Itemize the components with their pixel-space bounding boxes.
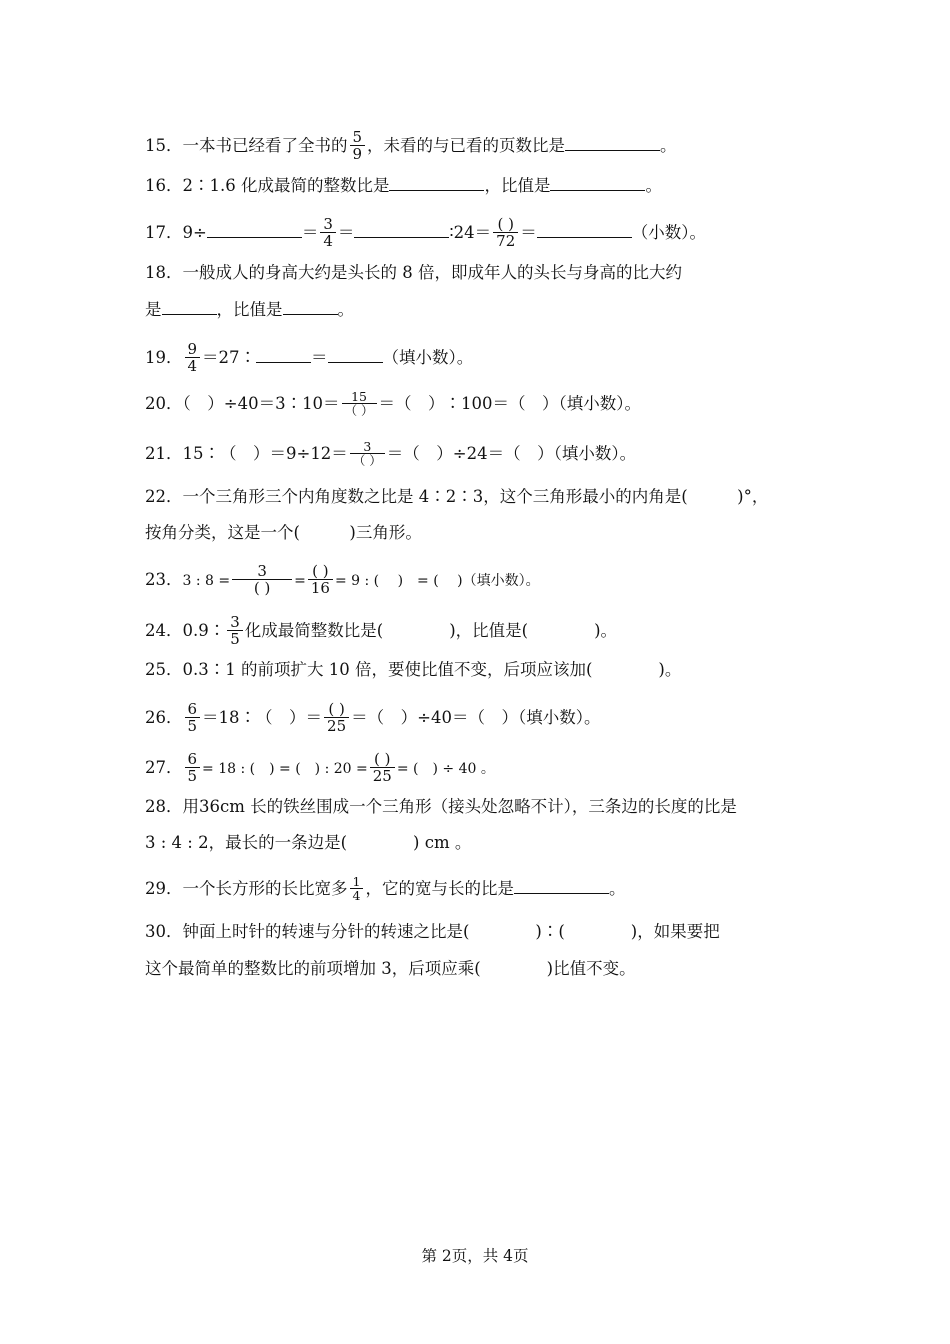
question-24: 24．0.9∶ $\frac{3}{5}$ 化成最简整数比是( )，比值是( )。 (145, 613, 618, 648)
fraction: $\frac{3}{( )}$ (232, 563, 292, 596)
answer-blank[interactable] (389, 174, 484, 191)
page-footer: 第 2页，共 4页 (421, 1247, 529, 1265)
answer-blank[interactable] (565, 134, 660, 151)
fraction: $\frac{( )}{25}$ (324, 701, 349, 734)
fraction: $\frac{15}{( )}$ (342, 390, 377, 417)
question-28-line1: 28．用36cm 长的铁丝围成一个三角形（接头处忽略不计），三条边的长度的比是 (145, 797, 737, 816)
question-26: 26． $\frac{6}{5}$ ＝18∶（ ）＝ $\frac{( )}{25}$ ＝（ ）÷40＝（ ）（填小数）。 (145, 700, 601, 735)
fraction: $\frac{5}{9}$ (350, 129, 366, 162)
question-21: 21．15∶（ ）＝9÷12＝ $\frac{3}{( )}$ ＝（ ）÷24＝（ ）（填小数）。 (145, 439, 637, 468)
question-29: 29．一个长方形的长比宽多 $\frac{1}{4}$ ，它的宽与长的比是 。 (145, 874, 626, 903)
question-16: 16．2∶1.6 化成最简的整数比是 ，比值是 。 (145, 176, 662, 195)
fraction: $\frac{1}{4}$ (350, 875, 364, 902)
question-30-line2: 这个最简单的整数比的前项增加 3，后项应乘( )比值不变。 (145, 959, 636, 978)
question-27: 27． $\frac{6}{5}$ = 18 : ( ) = ( ) : 20 = $\frac{( )}{25}$ = ( ) ÷ 40 。 (145, 750, 495, 785)
fraction: $\frac{3}{5}$ (227, 614, 243, 647)
question-30-line1: 30．钟面上时针的转速与分针的转速之比是( )∶( )，如果要把 (145, 922, 720, 941)
answer-blank[interactable] (328, 346, 383, 363)
answer-blank[interactable] (354, 221, 449, 238)
question-20: 20．（ ）÷40＝3∶10＝ $\frac{15}{( )}$ ＝（ ）∶100＝（ ）（填小数）。 (145, 389, 642, 418)
answer-blank[interactable] (283, 298, 338, 315)
fraction: $\frac{( )}{16}$ (308, 563, 333, 596)
question-22-line2: 按角分类，这是一个( )三角形。 (145, 523, 422, 542)
answer-blank[interactable] (550, 174, 645, 191)
fraction: $\frac{9}{4}$ (185, 341, 201, 374)
question-18-line1: 18．一般成人的身高大约是头长的 8 倍，即成年人的头长与身高的比大约 (145, 263, 682, 282)
answer-blank[interactable] (207, 221, 302, 238)
fraction: $\frac{6}{5}$ (185, 701, 201, 734)
question-28-line2: 3 : 4 : 2，最长的一条边是( ) cm 。 (145, 833, 472, 852)
fraction: $\frac{3}{4}$ (320, 216, 336, 249)
fraction: $\frac{( )}{72}$ (493, 216, 518, 249)
question-18-line2: 是 ，比值是 。 (145, 300, 354, 319)
fraction: $\frac{3}{( )}$ (350, 440, 385, 467)
answer-blank[interactable] (537, 221, 632, 238)
question-19: 19． $\frac{9}{4}$ ＝27∶ ＝ （填小数）。 (145, 340, 474, 375)
question-15: 15．一本书已经看了全书的 $\frac{5}{9}$ ，未看的与已看的页数比是 。 (145, 128, 677, 163)
question-25: 25．0.3∶1 的前项扩大 10 倍，要使比值不变，后项应该加( )。 (145, 660, 682, 679)
question-23: 23．3 : 8 = $\frac{3}{( )}$ = $\frac{( )}{16}$ = 9 : ( ) = ( )（填小数）。 (145, 562, 540, 597)
fraction: $\frac{( )}{25}$ (370, 751, 395, 784)
fraction: $\frac{6}{5}$ (185, 751, 201, 784)
question-22-line1: 22．一个三角形三个内角度数之比是 4∶2∶3，这个三角形最小的内角是( )°， (145, 487, 769, 506)
answer-blank[interactable] (514, 877, 609, 894)
answer-blank[interactable] (162, 298, 217, 315)
question-17: 17．9÷ ＝ $\frac{3}{4}$ ＝ ∶24＝ $\frac{( )}{72}$ ＝ （小数）。 (145, 215, 707, 250)
answer-blank[interactable] (256, 346, 311, 363)
